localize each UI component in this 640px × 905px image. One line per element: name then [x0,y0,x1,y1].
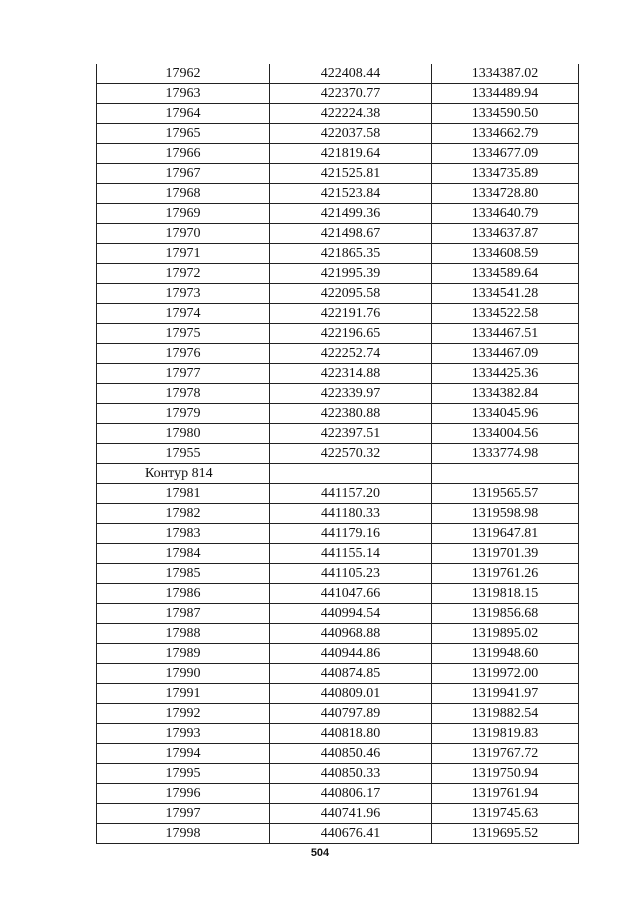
table-row [97,744,579,764]
table-row [97,444,579,464]
table-row [97,724,579,744]
x-coordinate-cell: 422397.51 [270,424,432,444]
x-coordinate-cell: 422339.97 [270,384,432,404]
point-number-cell: 17965 [97,124,270,144]
page-number: 504 [310,847,330,859]
point-number-cell: 17989 [97,644,270,664]
coordinates-table-body [97,64,579,844]
table-row [97,204,579,224]
table-row [97,164,579,184]
y-coordinate-cell: 1334589.64 [432,264,579,284]
x-coordinate-cell: 440741.96 [270,804,432,824]
x-coordinate-cell: 440850.46 [270,744,432,764]
x-coordinate-cell: 440797.89 [270,704,432,724]
point-number-cell: 17982 [97,504,270,524]
point-number-cell: 17972 [97,264,270,284]
x-coordinate-cell: 422037.58 [270,124,432,144]
point-number-cell: 17968 [97,184,270,204]
table-row [97,824,579,844]
y-coordinate-cell: 1319695.52 [432,824,579,844]
x-coordinate-cell: 441180.33 [270,504,432,524]
x-coordinate-cell: 422380.88 [270,404,432,424]
x-coordinate-cell: 440944.86 [270,644,432,664]
x-coordinate-cell: 440806.17 [270,784,432,804]
contour-header-row [97,464,579,484]
point-number-cell: 17988 [97,624,270,644]
table-row [97,764,579,784]
table-row [97,344,579,364]
y-coordinate-cell: 1334590.50 [432,104,579,124]
y-coordinate-cell: 1319948.60 [432,644,579,664]
point-number-cell: 17967 [97,164,270,184]
y-coordinate-cell: 1319818.15 [432,584,579,604]
y-coordinate-cell: 1319761.26 [432,564,579,584]
y-coordinate-cell: 1334608.59 [432,244,579,264]
x-coordinate-cell: 422224.38 [270,104,432,124]
y-coordinate-cell: 1319761.94 [432,784,579,804]
table-row [97,584,579,604]
x-coordinate-cell: 422191.76 [270,304,432,324]
point-number-cell: 17986 [97,584,270,604]
y-coordinate-cell: 1319819.83 [432,724,579,744]
contour-label: Контур 814 [97,464,270,484]
y-coordinate-cell: 1319701.39 [432,544,579,564]
point-number-cell: 17964 [97,104,270,124]
table-row [97,364,579,384]
y-coordinate-cell: 1319647.81 [432,524,579,544]
table-row [97,84,579,104]
y-coordinate-cell: 1334735.89 [432,164,579,184]
x-coordinate-cell: 422252.74 [270,344,432,364]
point-number-cell: 17976 [97,344,270,364]
table-row [97,484,579,504]
table-row [97,784,579,804]
point-number-cell: 17971 [97,244,270,264]
point-number-cell: 17981 [97,484,270,504]
x-coordinate-cell: 421499.36 [270,204,432,224]
x-coordinate-cell: 422370.77 [270,84,432,104]
table-row [97,424,579,444]
y-coordinate-cell: 1334662.79 [432,124,579,144]
x-coordinate-cell: 440850.33 [270,764,432,784]
x-coordinate-cell: 421498.67 [270,224,432,244]
y-coordinate-cell: 1319882.54 [432,704,579,724]
table-row [97,804,579,824]
table-row [97,664,579,684]
point-number-cell: 17991 [97,684,270,704]
y-coordinate-cell: 1319745.63 [432,804,579,824]
empty-cell [270,464,432,484]
y-coordinate-cell: 1334425.36 [432,364,579,384]
y-coordinate-cell: 1334387.02 [432,64,579,84]
point-number-cell: 17966 [97,144,270,164]
point-number-cell: 17998 [97,824,270,844]
point-number-cell: 17963 [97,84,270,104]
table-row [97,124,579,144]
x-coordinate-cell: 422314.88 [270,364,432,384]
point-number-cell: 17980 [97,424,270,444]
x-coordinate-cell: 440994.54 [270,604,432,624]
y-coordinate-cell: 1319565.57 [432,484,579,504]
empty-cell [432,464,579,484]
point-number-cell: 17983 [97,524,270,544]
point-number-cell: 17996 [97,784,270,804]
table-row [97,404,579,424]
y-coordinate-cell: 1334728.80 [432,184,579,204]
y-coordinate-cell: 1319941.97 [432,684,579,704]
y-coordinate-cell: 1319750.94 [432,764,579,784]
table-row [97,564,579,584]
point-number-cell: 17994 [97,744,270,764]
table-row [97,644,579,664]
y-coordinate-cell: 1334004.56 [432,424,579,444]
y-coordinate-cell: 1334541.28 [432,284,579,304]
table-row [97,524,579,544]
x-coordinate-cell: 440874.85 [270,664,432,684]
x-coordinate-cell: 440676.41 [270,824,432,844]
table-row [97,504,579,524]
point-number-cell: 17955 [97,444,270,464]
y-coordinate-cell: 1334045.96 [432,404,579,424]
x-coordinate-cell: 422196.65 [270,324,432,344]
y-coordinate-cell: 1334637.87 [432,224,579,244]
table-row [97,384,579,404]
table-row [97,184,579,204]
point-number-cell: 17987 [97,604,270,624]
table-row [97,624,579,644]
table-row [97,284,579,304]
y-coordinate-cell: 1319598.98 [432,504,579,524]
x-coordinate-cell: 421865.35 [270,244,432,264]
y-coordinate-cell: 1334522.58 [432,304,579,324]
x-coordinate-cell: 421525.81 [270,164,432,184]
y-coordinate-cell: 1333774.98 [432,444,579,464]
point-number-cell: 17969 [97,204,270,224]
x-coordinate-cell: 421523.84 [270,184,432,204]
point-number-cell: 17990 [97,664,270,684]
y-coordinate-cell: 1319856.68 [432,604,579,624]
coordinates-table [96,64,579,844]
x-coordinate-cell: 441155.14 [270,544,432,564]
table-row [97,224,579,244]
table-row [97,604,579,624]
x-coordinate-cell: 421819.64 [270,144,432,164]
x-coordinate-cell: 440968.88 [270,624,432,644]
x-coordinate-cell: 441157.20 [270,484,432,504]
point-number-cell: 17985 [97,564,270,584]
point-number-cell: 17973 [97,284,270,304]
point-number-cell: 17978 [97,384,270,404]
x-coordinate-cell: 440818.80 [270,724,432,744]
y-coordinate-cell: 1334467.09 [432,344,579,364]
point-number-cell: 17974 [97,304,270,324]
point-number-cell: 17979 [97,404,270,424]
table-row [97,264,579,284]
y-coordinate-cell: 1334677.09 [432,144,579,164]
x-coordinate-cell: 422408.44 [270,64,432,84]
table-row [97,704,579,724]
point-number-cell: 17992 [97,704,270,724]
point-number-cell: 17962 [97,64,270,84]
x-coordinate-cell: 422095.58 [270,284,432,304]
point-number-cell: 17970 [97,224,270,244]
point-number-cell: 17997 [97,804,270,824]
table-row [97,684,579,704]
table-row [97,324,579,344]
table-row [97,244,579,264]
point-number-cell: 17995 [97,764,270,784]
y-coordinate-cell: 1334467.51 [432,324,579,344]
y-coordinate-cell: 1334640.79 [432,204,579,224]
x-coordinate-cell: 440809.01 [270,684,432,704]
point-number-cell: 17993 [97,724,270,744]
table-row [97,64,579,84]
x-coordinate-cell: 441047.66 [270,584,432,604]
y-coordinate-cell: 1334489.94 [432,84,579,104]
point-number-cell: 17984 [97,544,270,564]
x-coordinate-cell: 441105.23 [270,564,432,584]
x-coordinate-cell: 422570.32 [270,444,432,464]
point-number-cell: 17975 [97,324,270,344]
table-row [97,144,579,164]
table-row [97,544,579,564]
x-coordinate-cell: 421995.39 [270,264,432,284]
x-coordinate-cell: 441179.16 [270,524,432,544]
table-row [97,304,579,324]
y-coordinate-cell: 1319895.02 [432,624,579,644]
y-coordinate-cell: 1319972.00 [432,664,579,684]
point-number-cell: 17977 [97,364,270,384]
y-coordinate-cell: 1334382.84 [432,384,579,404]
y-coordinate-cell: 1319767.72 [432,744,579,764]
table-row [97,104,579,124]
